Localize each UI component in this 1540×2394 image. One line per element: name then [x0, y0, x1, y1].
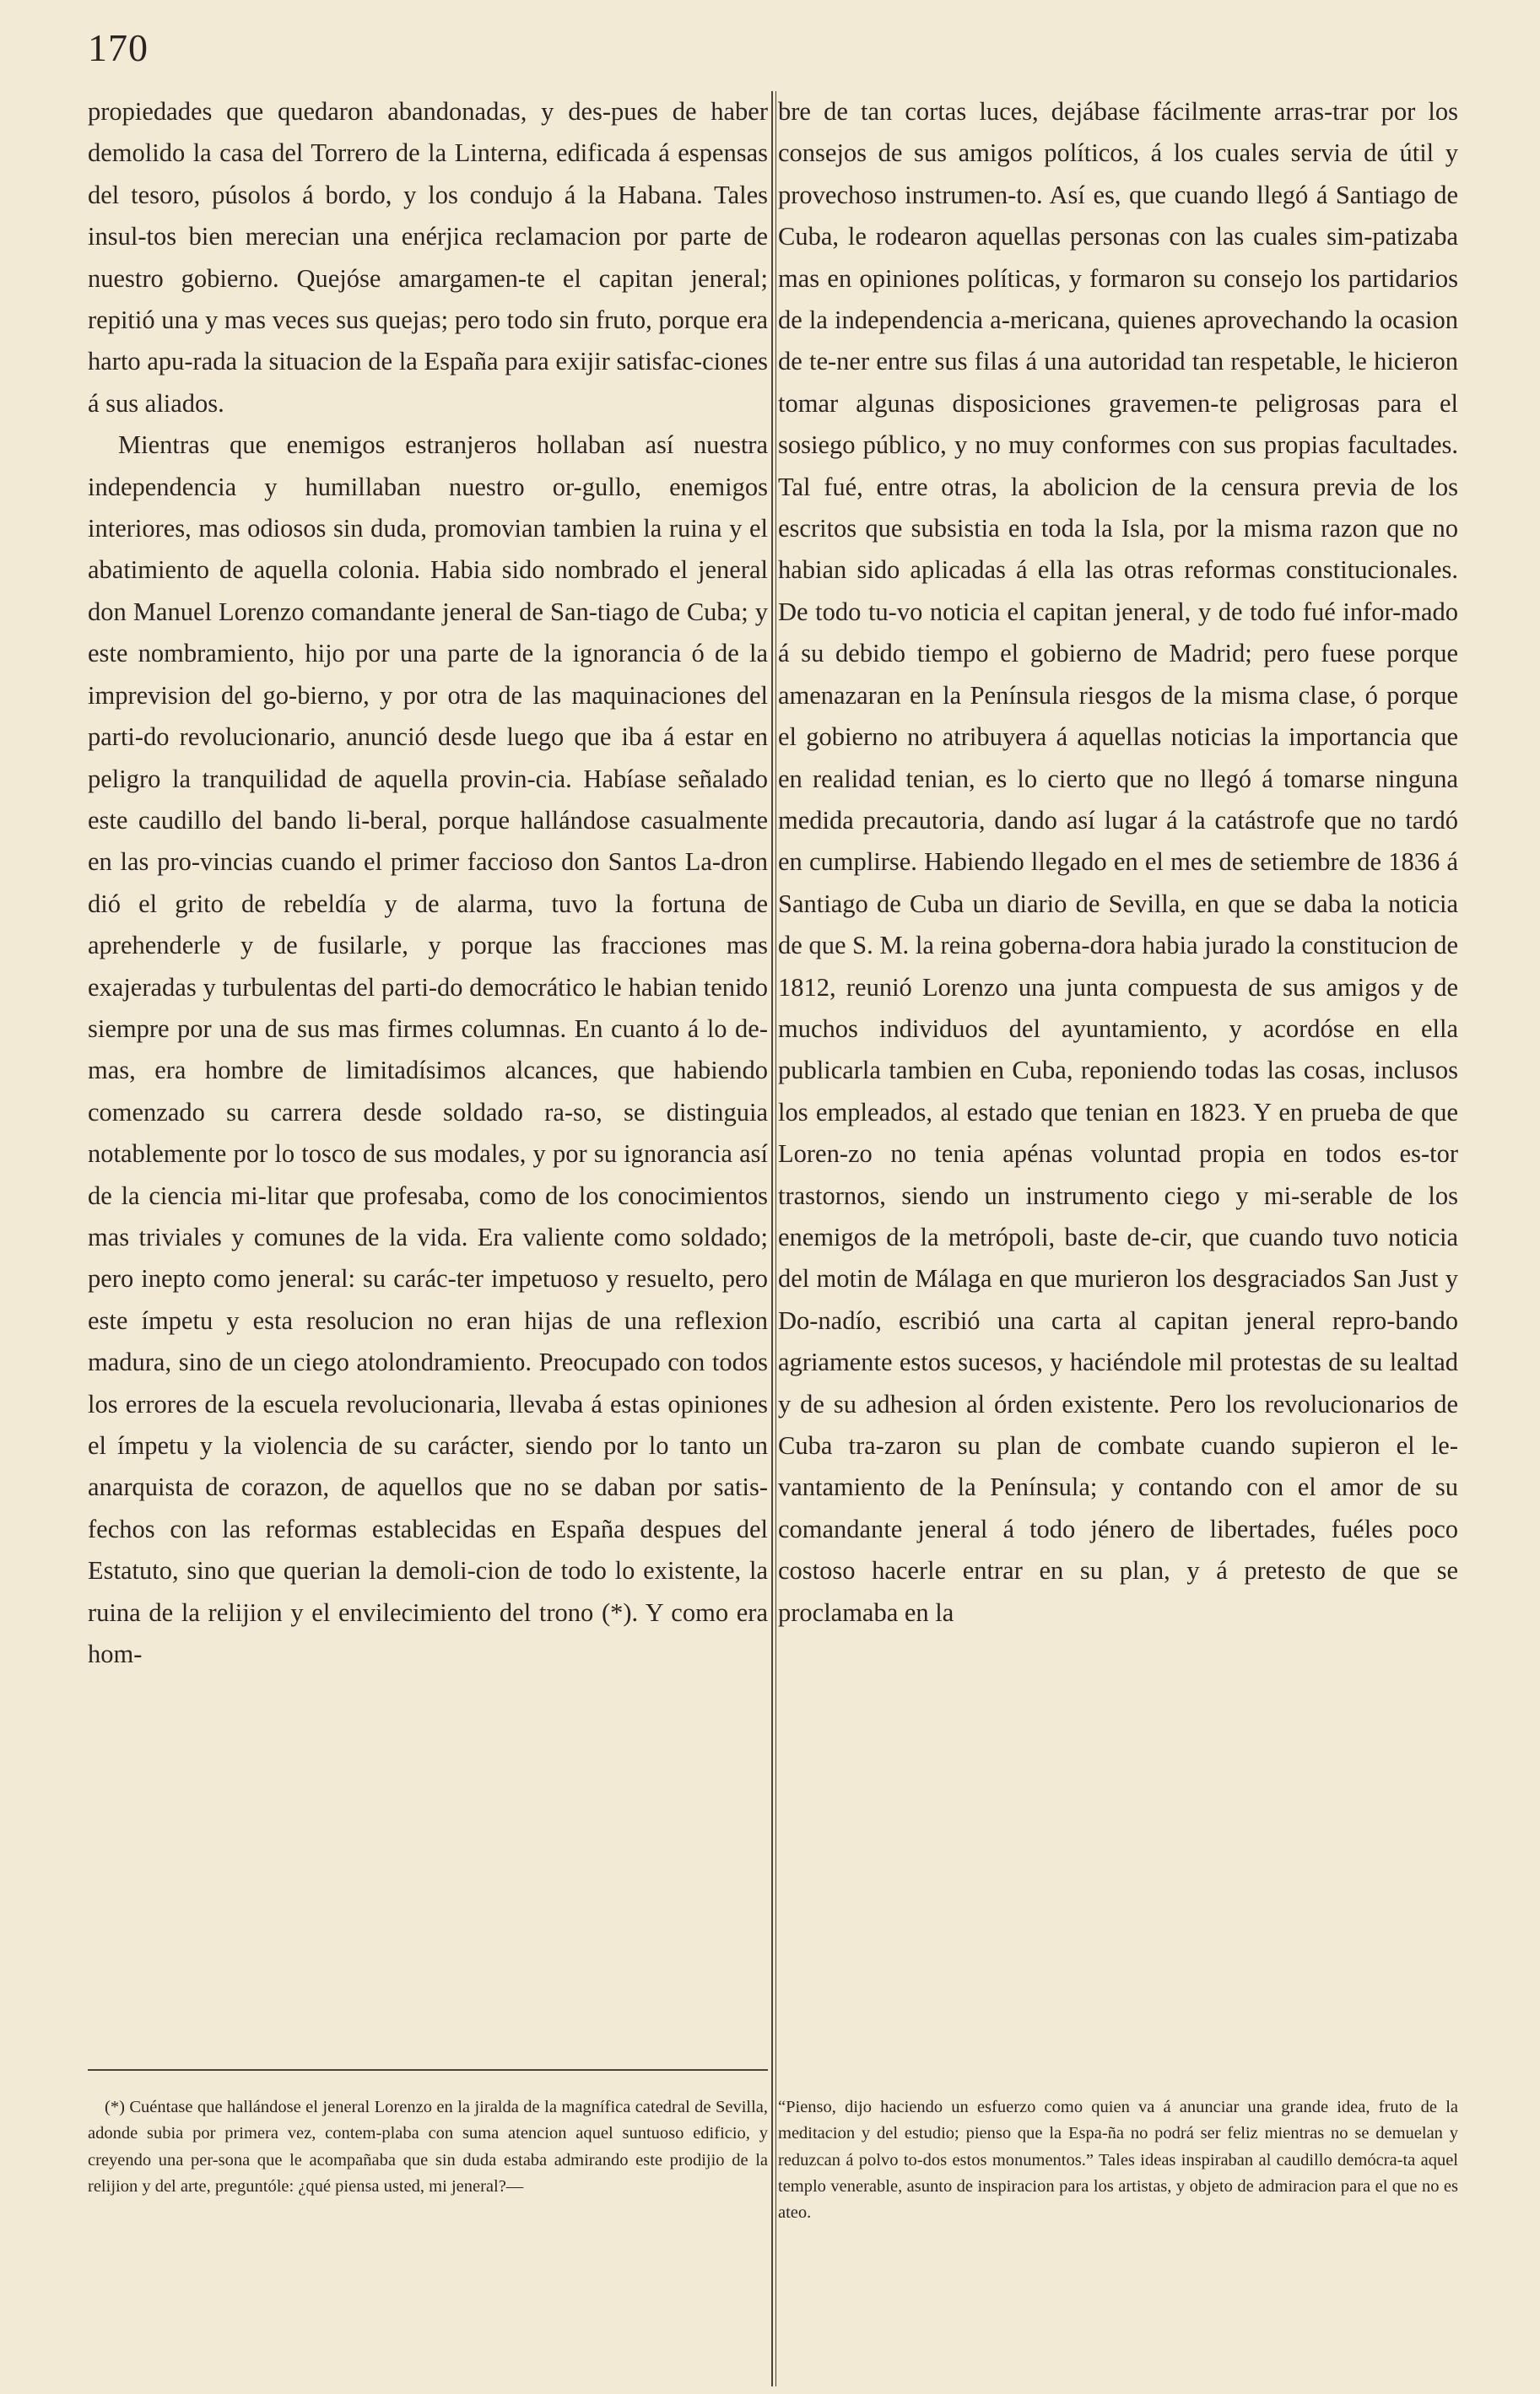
footnote-rule: [88, 2069, 768, 2071]
column-divider: [771, 91, 773, 2386]
left-column: [88, 91, 768, 1675]
right-paragraph-1: bre de tan cortas luces, dejábase fácilmente arras-trar por los consejos de sus amigos políticos, á los cuales servia de útil y provechoso instrumen-to. Así es, que cuando llegó á Santiago de Cuba, le rodearon aquellas personas con las cuales sim-patizaba mas en opiniones políticas, y formaron su consejo los partidarios de la independencia a-mericana, quienes aprovechando la ocasion de te-ner entre sus filas á una autoridad tan respetable, le hicieron tomar algunas disposiciones gravemen-te peligrosas para el sosiego público, y no muy conformes con sus propias facultades. Tal fué, entre otras, la abolicion de la censura previa de los escritos que subsistia en toda la Isla, por la misma razon que no habian sido aplicadas á ella las otras reformas constitucionales. De todo tu-vo noticia el capitan jeneral, y de todo fué infor-mado á su debido tiempo el gobierno de Madrid; pero fuese porque amenazaran en la Península riesgos de la misma clase, ó porque el gobierno no atribuyera á aquellas noticias la importancia que en realidad tenian, es lo cierto que no llegó á tomarse ninguna medida precautoria, dando así lugar á la catástrofe que no tardó en cumplirse. Habiendo llegado en el mes de setiembre de 1836 á Santiago de Cuba un diario de Sevilla, en que se daba la noticia de que S. M. la reina goberna-dora habia jurado la constitucion de 1812, reunió Lorenzo una junta compuesta de sus amigos y de muchos individuos del ayuntamiento, y acordóse en ella publicarla tambien en Cuba, reponiendo todas las cosas, inclusos los empleados, al estado que tenian en 1823. Y en prueba de que Loren-zo no tenia apénas voluntad propia en todos es-tor trastornos, siendo un instrumento ciego y mi-serable de los enemigos de la metrópoli, baste de-cir, que cuando tuvo noticia del motin de Málaga en que murieron los desgraciados San Just y Do-nadío, escribió una carta al capitan jeneral repro-bando agriamente estos sucesos, y haciéndole mil protestas de su lealtad y de su adhesion al órden existente. Pero los revolucionarios de Cuba tra-zaron su plan de combate cuando supieron el le-vantamiento de la Península; y contando con el amor de su comandante jeneral á todo jénero de libertades, fuéles poco costoso hacerle entrar en su plan, y á pretesto de que se proclamaba en la: [778, 97, 1458, 1627]
footnote-left: [88, 2094, 768, 2200]
right-column: [778, 91, 1458, 1634]
left-paragraph-2: Mientras que enemigos estranjeros hollaban así nuestra independencia y humillaban nuestro or-gullo, enemigos interiores, mas odiosos sin duda, promovian tambien la ruina y el abatimiento de aquella colonia. Habia sido nombrado el jeneral don Manuel Lorenzo comandante jeneral de San-tiago de Cuba; y este nombramiento, hijo por una parte de la ignorancia ó de la imprevision del go-bierno, y por otra de las maquinaciones del parti-do revolucionario, anunció desde luego que iba á estar en peligro la tranquilidad de aquella provin-cia. Habíase señalado este caudillo del bando li-beral, porque hallándose casualmente en las pro-vincias cuando el primer faccioso don Santos La-dron dió el grito de rebeldía y de alarma, tuvo la fortuna de aprehenderle y de fusilarle, y porque las fracciones mas exajeradas y turbulentas del parti-do democrático le habian tenido siempre por una de sus mas firmes columnas. En cuanto á lo de-mas, era hombre de limitadísimos alcances, que habiendo comenzado su carrera desde soldado ra-so, se distinguia notablemente por lo tosco de sus modales, y por su ignorancia así de la ciencia mi-litar que profesaba, como de los conocimientos mas triviales y comunes de la vida. Era valiente como soldado; pero inepto como jeneral: su carác-ter impetuoso y resuelto, pero este ímpetu y esta resolucion no eran hijas de una reflexion madura, sino de un ciego atolondramiento. Preocupado con todos los errores de la escuela revolucionaria, llevaba á estas opiniones el ímpetu y la violencia de su carácter, siendo por lo tanto un anarquista de corazon, de aquellos que no se daban por satis-fechos con las reformas establecidas en España despues del Estatuto, sino que querian la demoli-cion de todo lo existente, la ruina de la relijion y el envilecimiento del trono (*). Y como era hom-: [88, 430, 768, 1669]
page-number: 170: [88, 26, 149, 69]
column-divider-inner: [775, 91, 776, 2386]
footnote-right-text: “Pienso, dijo haciendo un esfuerzo como quien va á anunciar una grande idea, fruto de la meditacion y del estudio; pienso que la Espa-ña no podrá ser feliz mientras no se demuelan y reduzcan á polvo to-dos estos monumentos.” Tales ideas inspiraban al caudillo demócra-ta aquel templo venerable, asunto de inspiracion para los artistas, y objeto de admiracion para el que no es ateo.: [778, 2098, 1458, 2223]
footnote-right: [778, 2094, 1458, 2226]
left-paragraph-1: propiedades que quedaron abandonadas, y des-pues de haber demolido la casa del Torrero de la Linterna, edificada á espensas del tesoro, púsolos á bordo, y los condujo á la Habana. Tales insul-tos bien merecian una enérjica reclamacion por parte de nuestro gobierno. Quejóse amargamen-te el capitan jeneral; repitió una y mas veces sus quejas; pero todo sin fruto, porque era harto apu-rada la situacion de la España para exijir satisfac-ciones á sus aliados.: [88, 97, 768, 418]
footnote-left-text: (*) Cuéntase que hallándose el jeneral Lorenzo en la jiralda de la magnífica catedral de Sevilla, adonde subia por primera vez, contem-plaba con suma atencion aquel suntuoso edificio, y creyendo una per-sona que le acompañaba que sin duda estaba admirando este prodijio de la relijion y del arte, preguntóle: ¿qué piensa usted, mi jeneral?—: [88, 2098, 768, 2196]
